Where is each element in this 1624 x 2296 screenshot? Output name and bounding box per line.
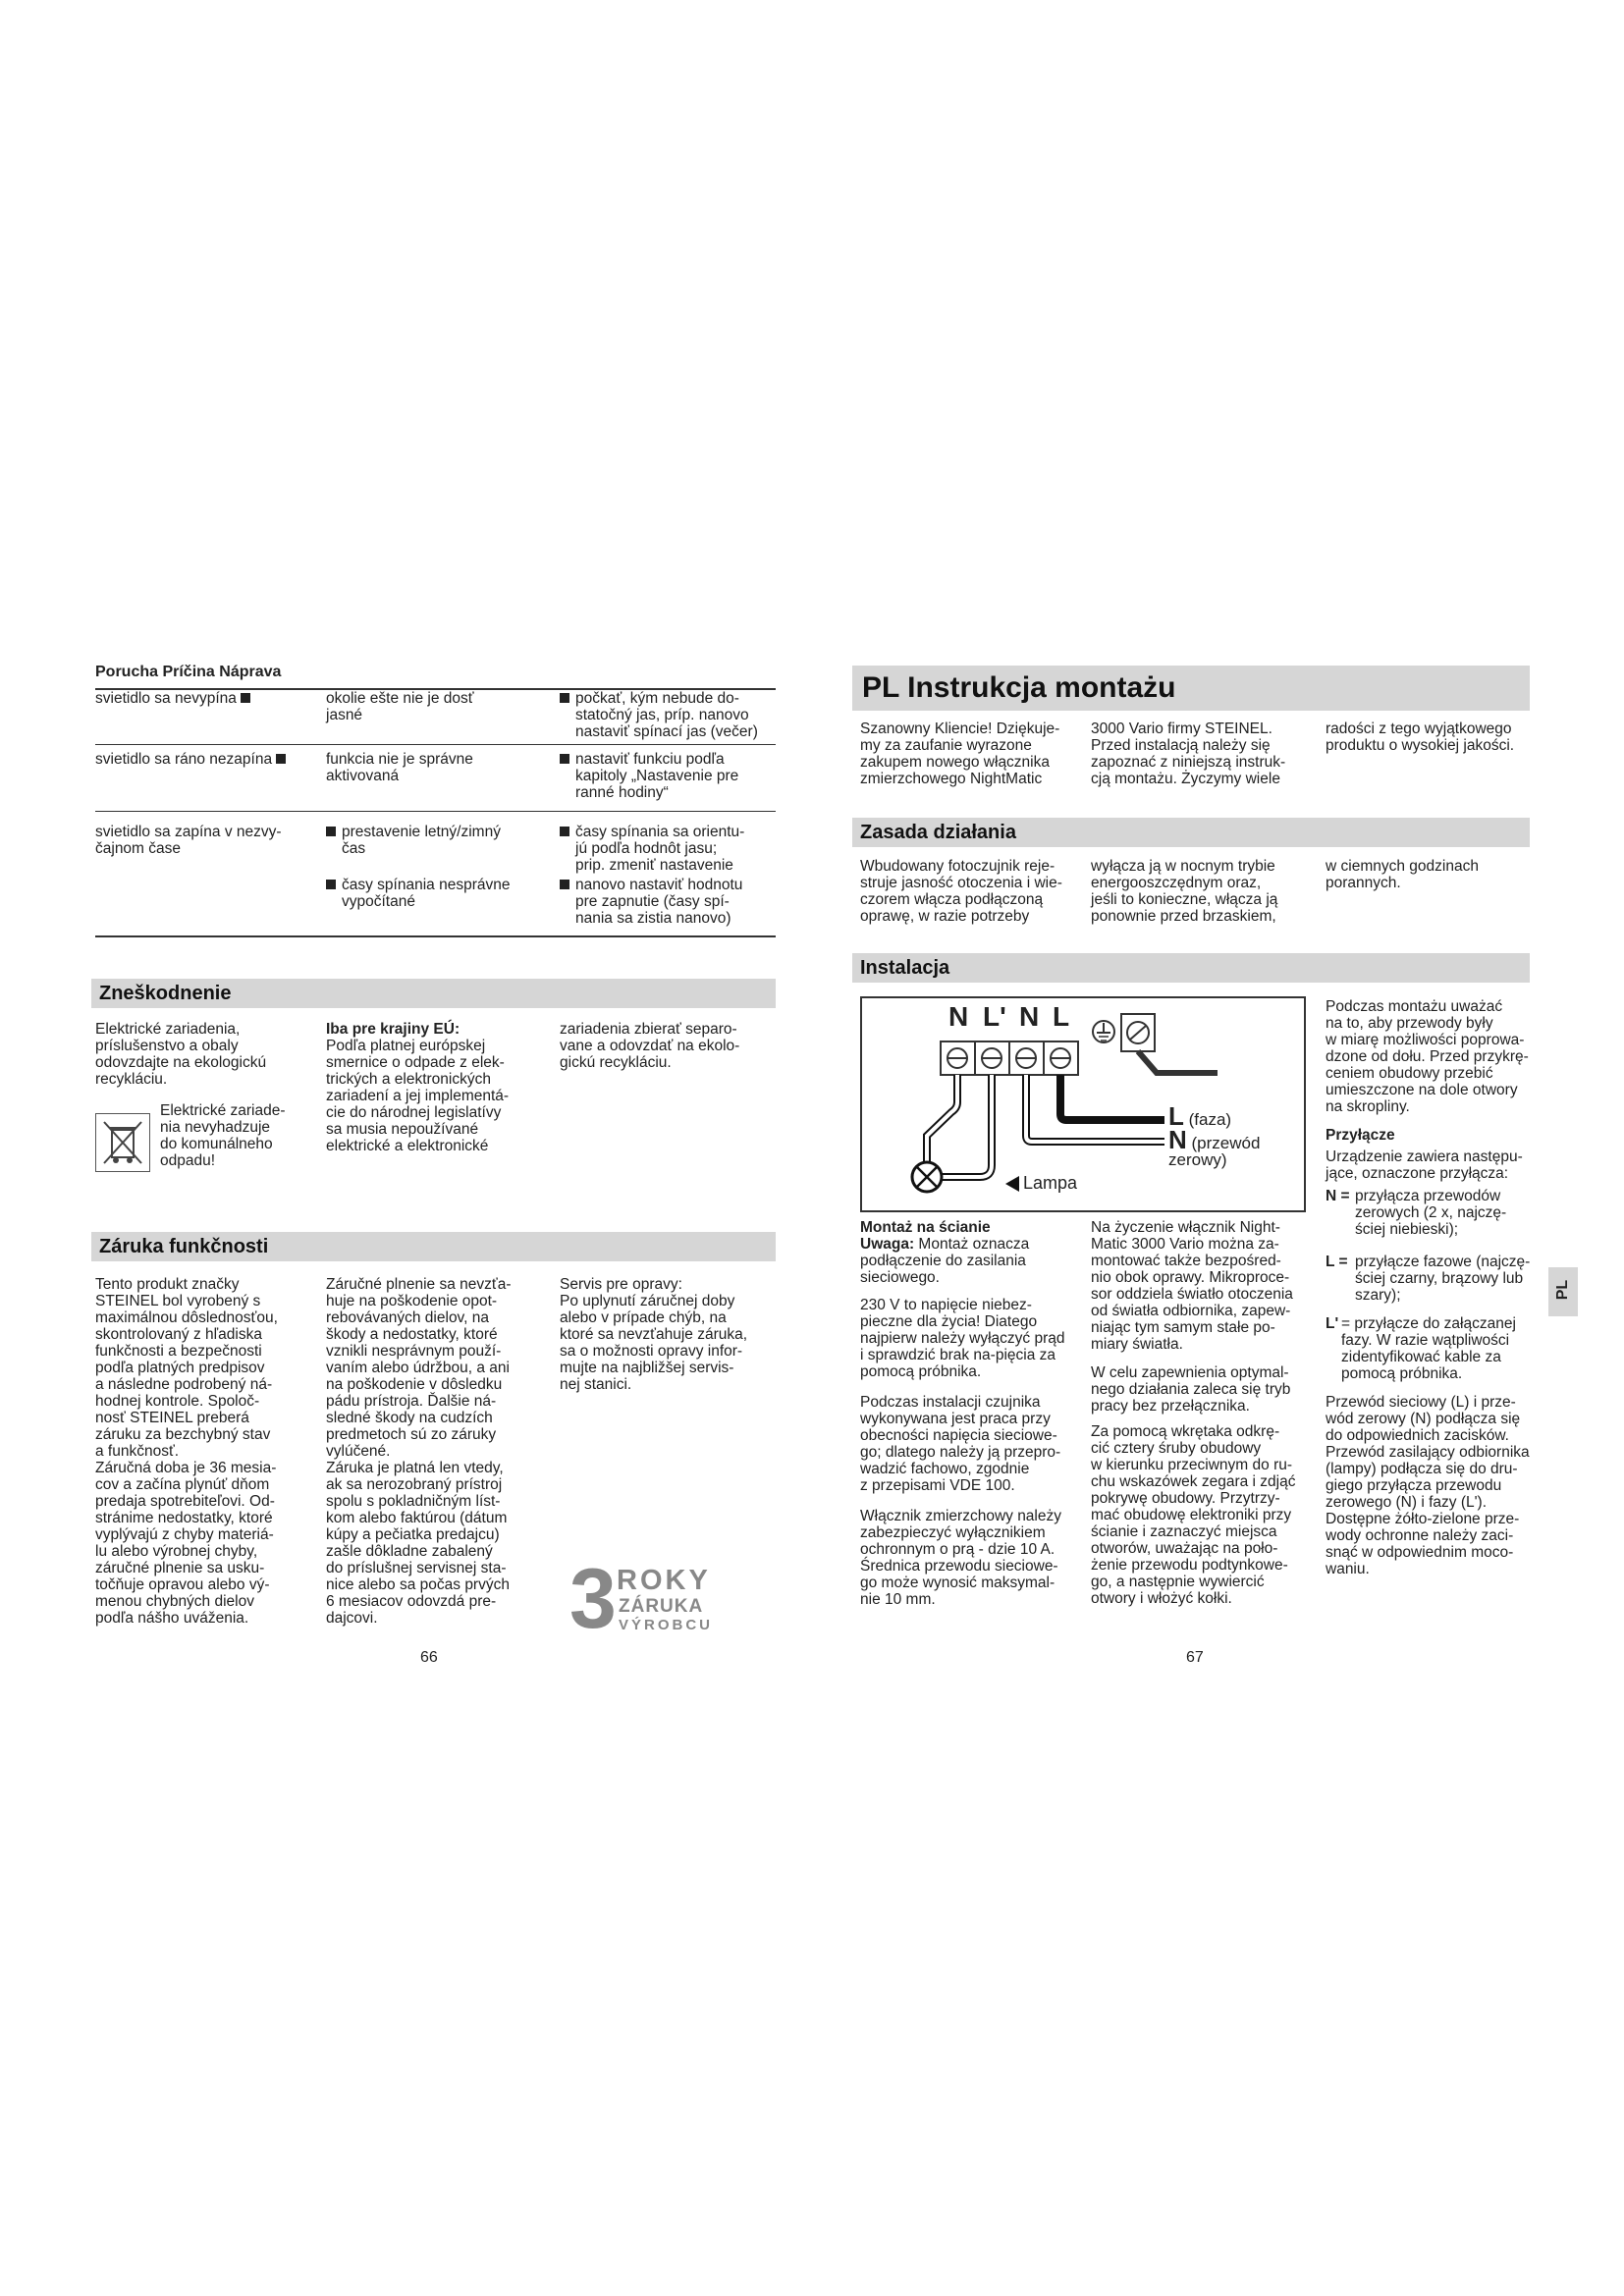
wiring-diagram xyxy=(860,996,1306,1212)
table-row-3-fix: časy spínania sa orientu- jú podľa hodnôt jasu; prip. zmeniť nastavenie xyxy=(560,824,744,874)
table-header: Porucha Príčina Náprava xyxy=(95,664,282,680)
bullet-square-icon xyxy=(560,880,569,889)
table-row-3-problem: svietidlo sa zapína v nezvy- čajnom čase xyxy=(95,824,282,857)
wall-col1-p3: Podczas instalacji czujnika wykonywana jest praca przy obecności napięcia sieciowe- go; dlatego należy ją przepro- wadzić fachowo, zgodnie z przepisami VDE 100. xyxy=(860,1394,1061,1494)
conn-L: przyłącze fazowe (najczę- ściej czarny, brązowy lub szary); xyxy=(1355,1254,1531,1304)
logo-zaruka: ZÁRUKA xyxy=(619,1596,704,1617)
table-row-4-cause: časy spínania nesprávne vypočítané xyxy=(326,877,510,910)
wall-col1-p2: 230 V to napięcie niebez- pieczne dla życia! Diatego najpierw należy wyłączyć prąd i sprawdzić brak na-pięcia za pomocą próbnika. xyxy=(860,1297,1065,1380)
intro-col1: Szanowny Kliencie! Dziękuje- my za zaufanie wyrazone zakupem nowego włącznika zmierzchowego NightMatic xyxy=(860,721,1060,787)
installation-col3-bottom: Przewód sieciowy (L) i prze- wód zerowy (N) podłącza się do odpowiednich zacisków. Przewód zasilający odbiornika (lampy) podłącza się do dru- giego przyłącza przewodu zerowego (N) i fazy (L'). Dostępne żółto-zielone prze- wody ochronne należy zaci- snąć w odpowiednim moco- waniu. xyxy=(1326,1394,1530,1577)
bullet-square-icon xyxy=(326,880,336,889)
terminal-N1: N xyxy=(948,1001,969,1032)
conn-L2-key: L' xyxy=(1326,1315,1339,1332)
conn-L2: = przyłącze do załączanej fazy. W razie wątpliwości zidentyfikować kable za pomocą próbnika. xyxy=(1341,1315,1516,1382)
intro-col3: radości z tego wyjątkowego produktu o wysokiej jakości. xyxy=(1326,721,1515,754)
disposal-warning: Elektrické zariade- nia nevyhadzuje do komunálneho odpadu! xyxy=(160,1102,286,1169)
page-number-left: 66 xyxy=(420,1649,438,1666)
disposal-heading: Zneškodnenie xyxy=(91,979,776,1008)
table-rule xyxy=(95,744,776,745)
warranty-col1: Tento produkt značky STEINEL bol vyrobený s maximálnou dôslednosťou, skontrolovaný z hľadiska funkčnosti a bezpečnosti podľa platných predpisov a následne podrobený ná- hodnej kontrole. Spoloč- nosť STEINEL preberá záruku za bezchybný stav a funkčnosť. Záručná doba je 36 mesia- cov a začína plynúť dňom predaja spotrebiteľovi. Od- stránime nedostatky, ktoré vyplývajú z chyby materiá- lu alebo výrobnej chyby, záručné plnenie sa usku- točňuje opravou alebo vý- menou chybných dielov podľa nášho uváženia. xyxy=(95,1276,278,1627)
principle-col1: Wbudowany fotoczujnik reje- struje jasność otoczenia i wie- czorem włącza podłączoną oprawę, w razie potrzeby xyxy=(860,858,1062,925)
disposal-col2-heading: Iba pre krajiny EÚ: xyxy=(326,1021,460,1038)
bullet-square-icon xyxy=(560,754,569,764)
wall-col1-p4: Włącznik zmierzchowy należy zabezpieczyć wyłącznikiem ochronnym o prą - dzie 10 A. Średnica przewodu sieciowe- go może wynosić maksymal- nie 10 mm. xyxy=(860,1508,1061,1608)
installation-col3-top: Podczas montażu uważać na to, aby przewody były w miarę możliwości poprowa- dzone od dołu. Przed przykrę- ceniem obudowy przebić umieszczone na dole otwory na skropliny. xyxy=(1326,998,1529,1115)
terminal-L: L xyxy=(1053,1001,1070,1032)
warranty-heading: Záruka funkčnosti xyxy=(91,1232,776,1261)
table-row-1-cause: okolie ešte nie je dosť jasné xyxy=(326,690,474,723)
bullet-square-icon xyxy=(241,693,250,703)
table-row-2-problem: svietidlo sa ráno nezapína xyxy=(95,751,291,768)
wall-mounting-note: Uwaga: Montaż oznacza podłączenie do zasilania sieciowego. xyxy=(860,1236,1030,1286)
principle-col3: w ciemnych godzinach porannych. xyxy=(1326,858,1479,891)
page-number-right: 67 xyxy=(1186,1649,1204,1666)
table-row-1-fix: počkať, kým nebude do- statočný jas, príp. nanovo nastaviť spínací jas (večer) xyxy=(560,690,758,740)
lamp-label: Lampa xyxy=(1023,1173,1078,1193)
disposal-col2: Podľa platnej európskej smernice o odpade z elek- trických a elektronických zariadení a jej implementá- cie do národnej legislatívy sa musia nepoužívané elektrické a elektronické xyxy=(326,1038,510,1154)
page-title: PL Instrukcja montażu xyxy=(852,666,1530,711)
wall-col2-p2: W celu zapewnienia optymal- nego działania zaleca się tryb pracy bez przełącznika. xyxy=(1091,1364,1291,1415)
bullet-square-icon xyxy=(560,827,569,836)
logo-roky: ROKY xyxy=(617,1565,711,1596)
logo-vyrobcu: VÝROBCU xyxy=(619,1617,714,1633)
principle-heading: Zasada działania xyxy=(852,818,1530,847)
installation-heading: Instalacja xyxy=(852,953,1530,983)
table-row-4-fix: nanovo nastaviť hodnotu pre zapnutie (časy spí- nania sa zistia nanovo) xyxy=(560,877,742,927)
logo-number: 3 xyxy=(569,1552,617,1646)
wall-mounting-heading: Montaż na ścianie xyxy=(860,1219,991,1236)
principle-col2: wyłącza ją w nocnym trybie energooszczędnym oraz, jeśli to konieczne, włącza ją ponownie przed brzaskiem, xyxy=(1091,858,1278,925)
table-rule xyxy=(95,811,776,812)
table-bottom-rule xyxy=(95,935,776,937)
table-row-1-problem: svietidlo sa nevypína xyxy=(95,690,255,707)
side-tab-label: PL xyxy=(1554,1279,1571,1301)
connections-heading: Przyłącze xyxy=(1326,1127,1395,1144)
conn-N-key: N = xyxy=(1326,1188,1350,1204)
warranty-col3: Servis pre opravy: Po uplynutí záručnej doby alebo v prípade chýb, na ktoré sa nevzťahuje záruka, sa o možnosti opravy infor- mujte na najbližšej servis- nej stanici. xyxy=(560,1276,748,1393)
terminal-L-prime: L' xyxy=(983,1001,1006,1032)
warranty-col2: Záručné plnenie sa nevzťa- huje na poškodenie opot- rebovávaných dielov, na škody a nedostatky, ktoré vznikli nesprávnym použí- vaním alebo údržbou, a ani na poškodenie v dôsledku pádu prístroja. Ďalšie ná- sledné škody na cudzích predmetoch sú zo záruky vylúčené. Záruka je platná len vtedy, ak sa nerozobraný prístroj spolu s pokladničným líst- kom alebo faktúrou (dátum kúpy a pečiatka predajcu) zašle dôkladne zabalený do príslušnej servisnej sta- nice alebo sa počas prvých 6 mesiacov odovzdá pre- dajcovi. xyxy=(326,1276,512,1627)
table-row-3-cause: prestavenie letný/zimný čas xyxy=(326,824,501,857)
conn-L-key: L = xyxy=(1326,1254,1348,1270)
disposal-col1: Elektrické zariadenia, príslušenstvo a obaly odovzdajte na ekologickú recykláciu. xyxy=(95,1021,267,1088)
wire-N-label: N (przewód zerowy) xyxy=(1168,1125,1261,1169)
weee-bin-icon xyxy=(95,1113,150,1172)
language-side-tab xyxy=(1548,1267,1578,1316)
bullet-square-icon xyxy=(276,754,286,764)
bullet-square-icon xyxy=(560,693,569,703)
connections-intro: Urządzenie zawiera następu- jące, oznaczone przyłącza: xyxy=(1326,1148,1523,1182)
disposal-col3: zariadenia zbierať separo- vane a odovzdať na ekolo- gickú recykláciu. xyxy=(560,1021,740,1071)
wire-L-label: L (faza) xyxy=(1168,1101,1232,1131)
warranty-3-years-logo xyxy=(569,1552,727,1646)
intro-col2: 3000 Vario firmy STEINEL. Przed instalacją należy się zapoznać z niniejszą instruk- cją montażu. Życzymy wiele xyxy=(1091,721,1286,787)
terminal-N2: N xyxy=(1019,1001,1040,1032)
wall-col2-p1: Na życzenie włącznik Night- Matic 3000 Vario można za- montować także bezpośred- nio obok oprawy. Mikroproce- sor oddziela światło otoczenia od światła odbiornika, zapew- niając tym samym stałe po- miary światła. xyxy=(1091,1219,1293,1353)
table-row-2-fix: nastaviť funkciu podľa kapitoly „Nastavenie pre ranné hodiny“ xyxy=(560,751,738,801)
wall-col2-p3: Za pomocą wkrętaka odkrę- cić cztery śruby obudowy w kierunku przeciwnym do ru- chu wskazówek zegara i zdjąć pokrywę obudowy. Przytrzy- mać obudowę elektroniki przy ścianie i zaznaczyć miejsca otworów, uważając na poło- żenie przewodu podtynkowe- go, a następnie wywiercić otwory i włożyć kołki. xyxy=(1091,1423,1296,1607)
table-row-2-cause: funkcia nie je správne aktivovaná xyxy=(326,751,473,784)
bullet-square-icon xyxy=(326,827,336,836)
conn-N: przyłącza przewodów zerowych (2 x, najczę- ściej niebieski); xyxy=(1355,1188,1507,1238)
